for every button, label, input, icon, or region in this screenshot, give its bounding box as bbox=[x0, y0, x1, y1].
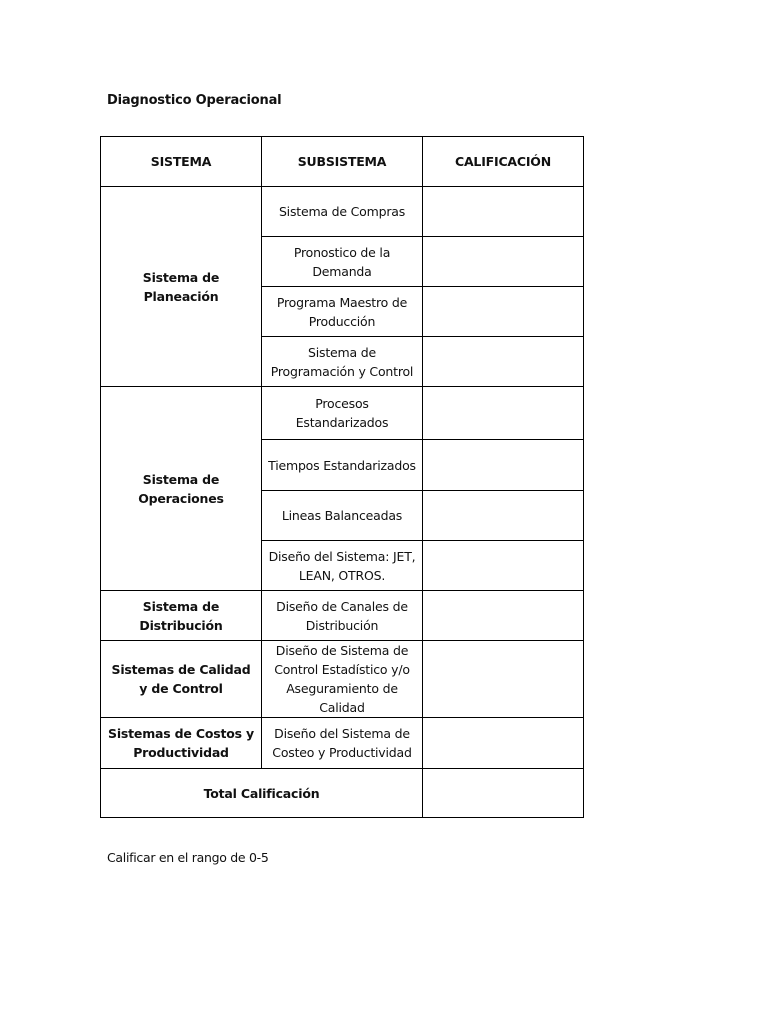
subsistema-cell: Sistema de Compras bbox=[262, 187, 423, 237]
calificacion-cell[interactable] bbox=[423, 718, 584, 769]
calificacion-cell[interactable] bbox=[423, 491, 584, 541]
footnote: Calificar en el rango de 0-5 bbox=[107, 850, 269, 865]
subsistema-cell: Diseño del Sistema: JET, LEAN, OTROS. bbox=[262, 541, 423, 591]
calificacion-cell[interactable] bbox=[423, 541, 584, 591]
calificacion-cell[interactable] bbox=[423, 337, 584, 387]
header-sistema: SISTEMA bbox=[101, 137, 262, 187]
total-calificacion-cell[interactable] bbox=[423, 769, 584, 818]
calificacion-cell[interactable] bbox=[423, 641, 584, 718]
sistema-cell-operaciones: Sistema de Operaciones bbox=[101, 387, 262, 591]
table-row bbox=[101, 187, 584, 237]
subsistema-cell: Sistema de Programación y Control bbox=[262, 337, 423, 387]
header-calificacion: CALIFICACIÓN bbox=[423, 137, 584, 187]
sistema-cell-costos: Sistemas de Costos y Productividad bbox=[101, 718, 262, 769]
subsistema-cell: Lineas Balanceadas bbox=[262, 491, 423, 541]
subsistema-cell: Programa Maestro de Producción bbox=[262, 287, 423, 337]
sistema-cell-distribucion: Sistema de Distribución bbox=[101, 591, 262, 641]
total-row bbox=[101, 769, 584, 818]
subsistema-cell: Tiempos Estandarizados bbox=[262, 440, 423, 491]
calificacion-cell[interactable] bbox=[423, 387, 584, 440]
subsistema-cell: Diseño de Canales de Distribución bbox=[262, 591, 423, 641]
table-row bbox=[101, 718, 584, 769]
table-row bbox=[101, 387, 584, 440]
table-row bbox=[101, 591, 584, 641]
document-title: Diagnostico Operacional bbox=[107, 93, 282, 108]
calificacion-cell[interactable] bbox=[423, 237, 584, 287]
subsistema-cell: Diseño del Sistema de Costeo y Productividad bbox=[262, 718, 423, 769]
calificacion-cell[interactable] bbox=[423, 187, 584, 237]
diagnostic-table bbox=[100, 136, 584, 818]
subsistema-cell: Pronostico de la Demanda bbox=[262, 237, 423, 287]
calificacion-cell[interactable] bbox=[423, 440, 584, 491]
sistema-cell-calidad: Sistemas de Calidad y de Control bbox=[101, 641, 262, 718]
header-subsistema: SUBSISTEMA bbox=[262, 137, 423, 187]
sistema-cell-planeacion: Sistema de Planeación bbox=[101, 187, 262, 387]
total-calificacion-label: Total Calificación bbox=[101, 769, 423, 818]
calificacion-cell[interactable] bbox=[423, 591, 584, 641]
calificacion-cell[interactable] bbox=[423, 287, 584, 337]
subsistema-cell: Diseño de Sistema de Control Estadístico y/o Aseguramiento de Calidad bbox=[262, 641, 423, 718]
table-header-row bbox=[101, 137, 584, 187]
table-row bbox=[101, 641, 584, 718]
subsistema-cell: Procesos Estandarizados bbox=[262, 387, 423, 440]
